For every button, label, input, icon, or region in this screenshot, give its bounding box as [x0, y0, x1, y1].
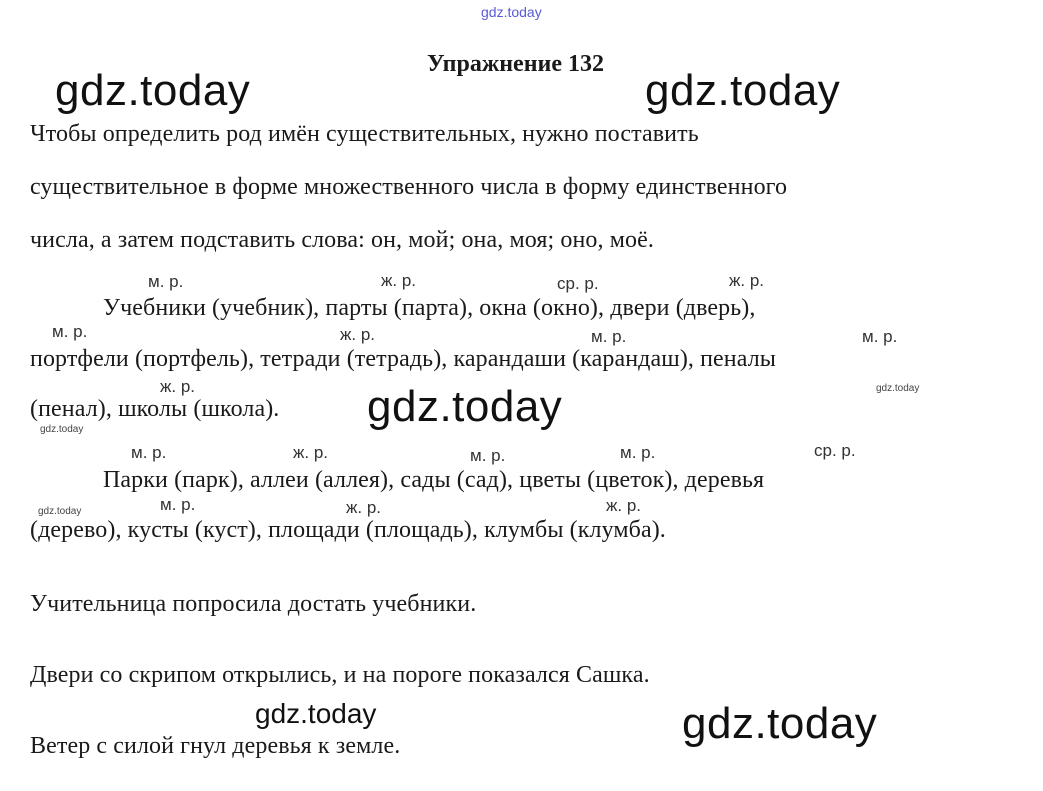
sentence-2: Двери со скрипом открылись, и на пороге показался Сашка.	[30, 662, 650, 688]
gender-mark: ср. р.	[557, 274, 599, 293]
gender-mark: м. р.	[470, 446, 506, 465]
watermark-5: gdz.today	[255, 698, 377, 729]
watermark-small-3: gdz.today	[38, 506, 82, 517]
gender-mark: ж. р.	[293, 443, 328, 462]
sentence-3: Ветер с силой гнул деревья к земле.	[30, 733, 401, 759]
watermark-1: gdz.today	[55, 66, 251, 115]
intro-line-1: Чтобы определить род имён существительных, нужно поставить	[30, 121, 699, 147]
gender-mark: ж. р.	[606, 496, 641, 515]
gender-mark: м. р.	[148, 272, 184, 291]
intro-line-3: числа, а затем подставить слова: он, мой; она, моя; оно, моё.	[30, 227, 654, 253]
p2-line-2: (дерево), кусты (куст), площади (площадь), клумбы (клумба).	[30, 517, 666, 543]
gender-mark: ж. р.	[729, 271, 764, 290]
watermark-4: gdz.today	[682, 699, 878, 748]
gender-mark: м. р.	[131, 443, 167, 462]
p2-line-1: Парки (парк), аллеи (аллея), сады (сад), цветы (цветок), деревья	[103, 467, 765, 493]
gender-mark: м. р.	[620, 443, 656, 462]
p1-line-1: Учебники (учебник), парты (парта), окна (окно), двери (дверь),	[103, 295, 756, 321]
p1-line-2: портфели (портфель), тетради (тетрадь), карандаши (карандаш), пеналы	[30, 346, 777, 372]
watermark-small-1: gdz.today	[876, 383, 920, 394]
intro-line-2: существительное в форме множественного числа в форму единственного	[30, 174, 788, 200]
gender-mark: м. р.	[591, 327, 627, 346]
gender-mark: ср. р.	[814, 441, 856, 460]
gender-mark: ж. р.	[160, 377, 195, 396]
gender-mark: м. р.	[862, 327, 898, 346]
gender-mark: м. р.	[52, 322, 88, 341]
watermark-2: gdz.today	[645, 66, 841, 115]
sentence-1: Учительница попросила достать учебники.	[30, 591, 477, 617]
p1-line-3: (пенал), школы (школа).	[30, 396, 280, 422]
watermark-3: gdz.today	[367, 382, 563, 431]
gender-mark: ж. р.	[340, 325, 375, 344]
gender-mark: ж. р.	[346, 498, 381, 517]
exercise-title: Упражнение 132	[427, 51, 605, 77]
watermark-top: gdz.today	[481, 4, 542, 20]
gender-mark: ж. р.	[381, 271, 416, 290]
gender-mark: м. р.	[160, 495, 196, 514]
watermark-small-2: gdz.today	[40, 424, 84, 435]
